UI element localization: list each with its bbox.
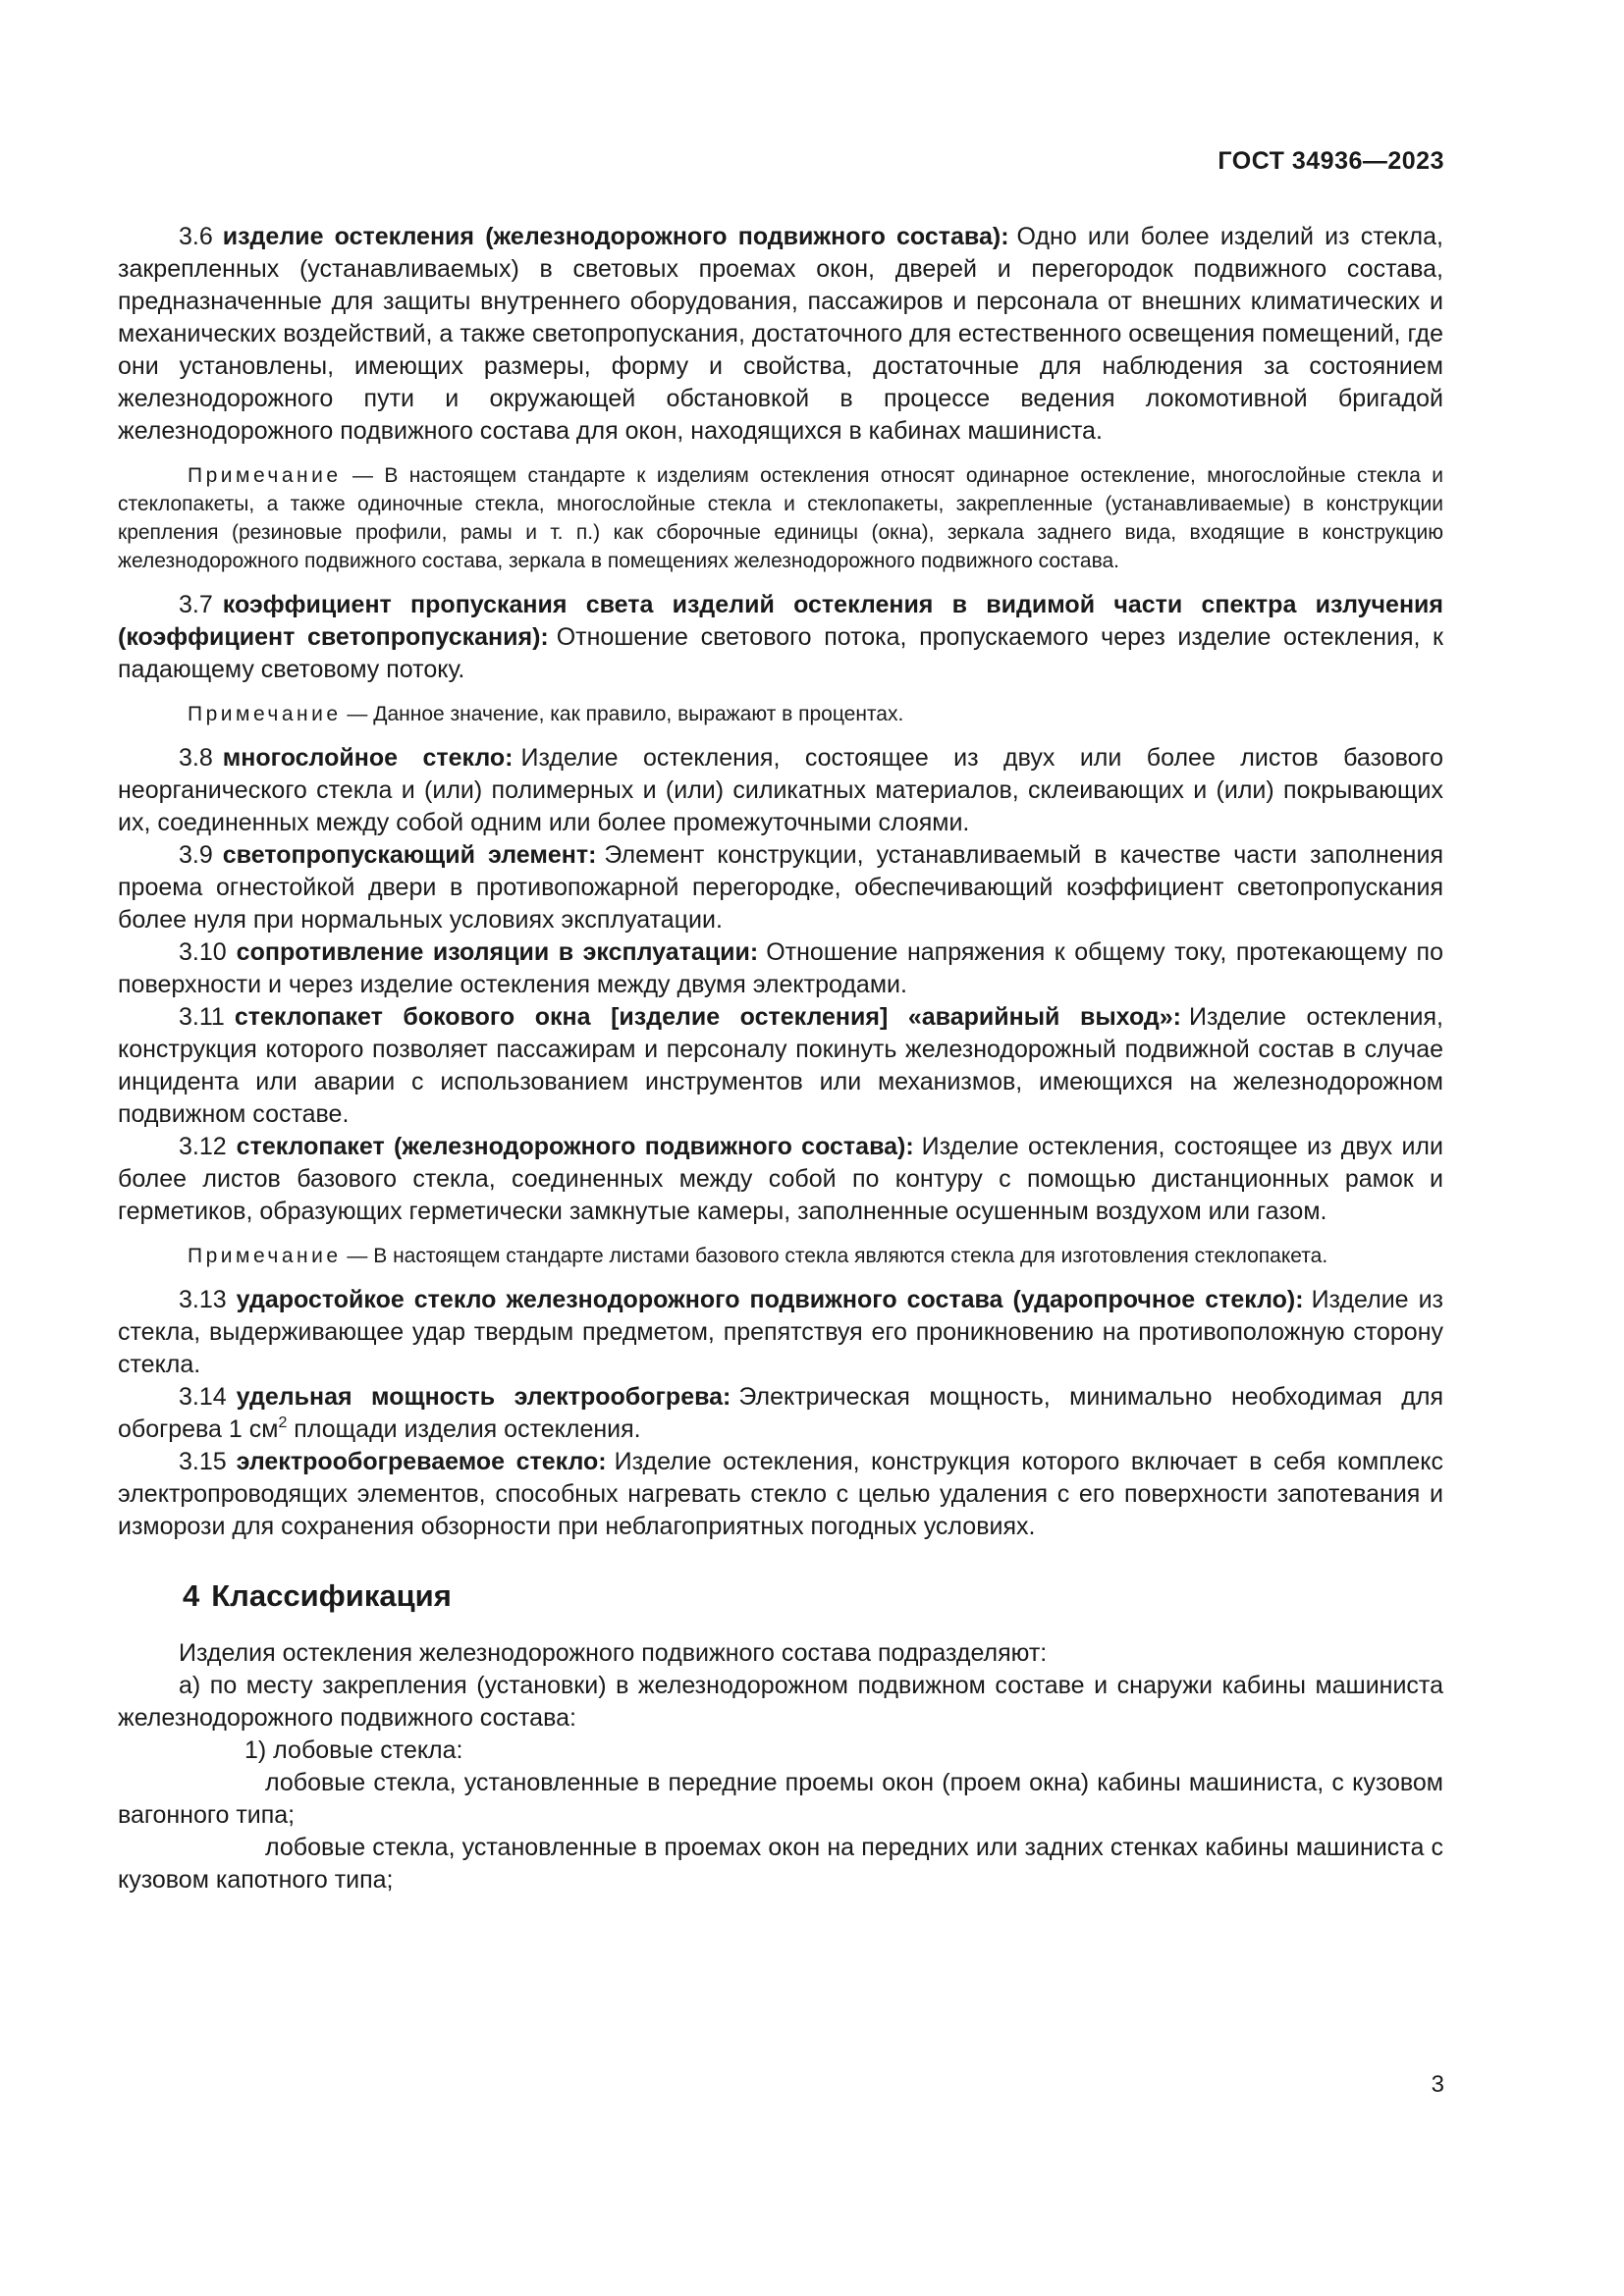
page-number: 3: [1431, 2071, 1444, 2098]
definition-3-15: [118, 1446, 1443, 1543]
definition-term: стеклопакет бокового окна [изделие остекления] «аварийный выход»:: [234, 1003, 1182, 1031]
note-text: — В настоящем стандарте листами базового стекла являются стекла для изготовления стеклопакета.: [341, 1245, 1328, 1267]
definition-text: Изделие остекления, состоящее из двух или более листов базового неорганического стекла и (или) полимерных и (или) силикатных материалов, склеивающих и (или) покрывающих их, соединенных между собой одним или более промежуточными слоями.: [118, 744, 1443, 836]
definition-text: Изделие из стекла, выдерживающее удар твердым предметом, препятствуя его проникновению на противоположную сторону стекла.: [118, 1286, 1444, 1378]
definition-3-6: [118, 221, 1443, 448]
document-code-header: ГОСТ 34936—2023: [1218, 147, 1444, 175]
definition-number: 3.11: [179, 1003, 225, 1031]
note-3: [118, 1242, 1443, 1270]
definition-text: Изделие остекления, состоящее из двух или более листов базового стекла, соединенных между собой по контуру с помощью дистанционных рамок и герметиков, образующих герметически замкнутые камеры, заполненные осушенным воздухом или газом.: [118, 1133, 1443, 1225]
definition-number: 3.12: [179, 1133, 227, 1160]
definition-text: Элемент конструкции, устанавливаемый в качестве части заполнения проема огнестойкой двери в противопожарной перегородке, обеспечивающий коэффициент светопропускания более нуля при нормальных условиях эксплуатации.: [118, 841, 1443, 934]
definition-term: ударостойкое стекло железнодорожного подвижного состава (ударопрочное стекло):: [236, 1286, 1304, 1313]
definition-text: Электрическая мощность, минимально необходимая для обогрева 1 см: [118, 1383, 1443, 1443]
definition-term: многослойное стекло:: [222, 744, 514, 772]
list-subitem: лобовые стекла, установленные в проемах окон на передних или задних стенках кабины машиниста с кузовом капотного типа;: [118, 1834, 1443, 1894]
note-label: Примечание: [188, 703, 342, 725]
list-item-a: а) по месту закрепления (установки) в железнодорожном подвижном составе и снаружи кабины машиниста железнодорожного подвижного состава:: [118, 1672, 1443, 1732]
page-content: [118, 221, 1443, 1896]
definition-3-14: [118, 1381, 1443, 1446]
definition-3-13: [118, 1284, 1443, 1381]
superscript: 2: [278, 1415, 288, 1431]
definition-text: Отношение светового потока, пропускаемого через изделие остекления, к падающему световому потоку.: [118, 623, 1443, 683]
section-number: 4: [183, 1578, 200, 1613]
definition-term: стеклопакет (железнодорожного подвижного состава):: [236, 1133, 914, 1160]
definition-term: изделие остекления (железнодорожного подвижного состава):: [222, 223, 1009, 250]
definition-3-9: [118, 839, 1443, 936]
definition-number: 3.9: [179, 841, 213, 869]
definition-number: 3.6: [179, 223, 213, 250]
definition-number: 3.7: [179, 591, 213, 618]
definition-term: удельная мощность электрообогрева:: [236, 1383, 731, 1411]
definition-term: светопропускающий элемент:: [222, 841, 597, 869]
definition-text: Изделие остекления, конструкция которого позволяет пассажирам и персоналу покинуть железнодорожный подвижной состав в случае инцидента или аварии с использованием инструментов или механизмов, имеющихся на железнодорожном подвижном составе.: [118, 1003, 1443, 1128]
definition-term: сопротивление изоляции в эксплуатации:: [236, 938, 759, 966]
definition-3-11: [118, 1001, 1443, 1131]
definition-text: Одно или более изделий из стекла, закрепленных (устанавливаемых) в световых проемах окон, дверей и перегородок подвижного состава, предназначенные для защиты внутреннего оборудования, пассажиров и персонала от внешних климатических и механических воздействий, а также светопропускания, достаточного для естественного освещения помещений, где они установлены, имеющих размеры, форму и свойства, достаточные для наблюдения за состоянием железнодорожного пути и окружающей обстановкой в процессе ведения локомотивной бригадой железнодорожного подвижного состава для окон, находящихся в кабинах машиниста.: [118, 223, 1443, 445]
note-text: — Данное значение, как правило, выражают в процентах.: [341, 703, 904, 725]
definition-text: Отношение напряжения к общему току, протекающему по поверхности и через изделие остекления между двумя электродами.: [118, 938, 1443, 998]
definition-term: электрообогреваемое стекло:: [236, 1448, 607, 1475]
note-label: Примечание: [188, 1245, 342, 1267]
definition-text: Изделие остекления, конструкция которого включает в себя комплекс электропроводящих элементов, способных нагревать стекло с целью удаления с его поверхности запотевания и изморози для сохранения обзорности при неблагоприятных погодных условиях.: [118, 1448, 1443, 1540]
definition-3-8: [118, 742, 1443, 839]
definition-3-12: [118, 1131, 1443, 1228]
section-heading: [183, 1578, 1443, 1614]
definition-term: коэффициент пропускания света изделий остекления в видимой части спектра излучения (коэффициент светопропускания):: [118, 591, 1443, 651]
definition-number: 3.13: [179, 1286, 227, 1313]
note-label: Примечание: [188, 464, 342, 487]
definition-number: 3.10: [179, 938, 227, 966]
list-subitem: лобовые стекла, установленные в передние проемы окон (проем окна) кабины машиниста, с кузовом вагонного типа;: [118, 1769, 1443, 1829]
definition-number: 3.8: [179, 744, 213, 772]
section-intro: Изделия остекления железнодорожного подвижного состава подразделяют:: [179, 1639, 1048, 1667]
definition-3-7: [118, 589, 1443, 686]
list-item-1: 1) лобовые стекла:: [244, 1736, 463, 1764]
note-1: [118, 461, 1443, 575]
definition-number: 3.15: [179, 1448, 227, 1475]
definition-3-10: [118, 936, 1443, 1001]
definition-text-end: площади изделия остекления.: [287, 1415, 641, 1443]
section-title: Классификация: [211, 1578, 452, 1613]
note-2: [118, 700, 1443, 728]
definition-number: 3.14: [179, 1383, 227, 1411]
note-text: — В настоящем стандарте к изделиям остекления относят одинарное остекление, многослойные стекла и стеклопакеты, а также одиночные стекла, многослойные стекла и стеклопакеты, закрепленные (устанавливаемые) в конструкции крепления (резиновые профили, рамы и т. п.) как сборочные единицы (окна), зеркала заднего вида, входящие в конструкцию железнодорожного подвижного состава, зеркала в помещениях железнодорожного подвижного состава.: [118, 464, 1443, 572]
